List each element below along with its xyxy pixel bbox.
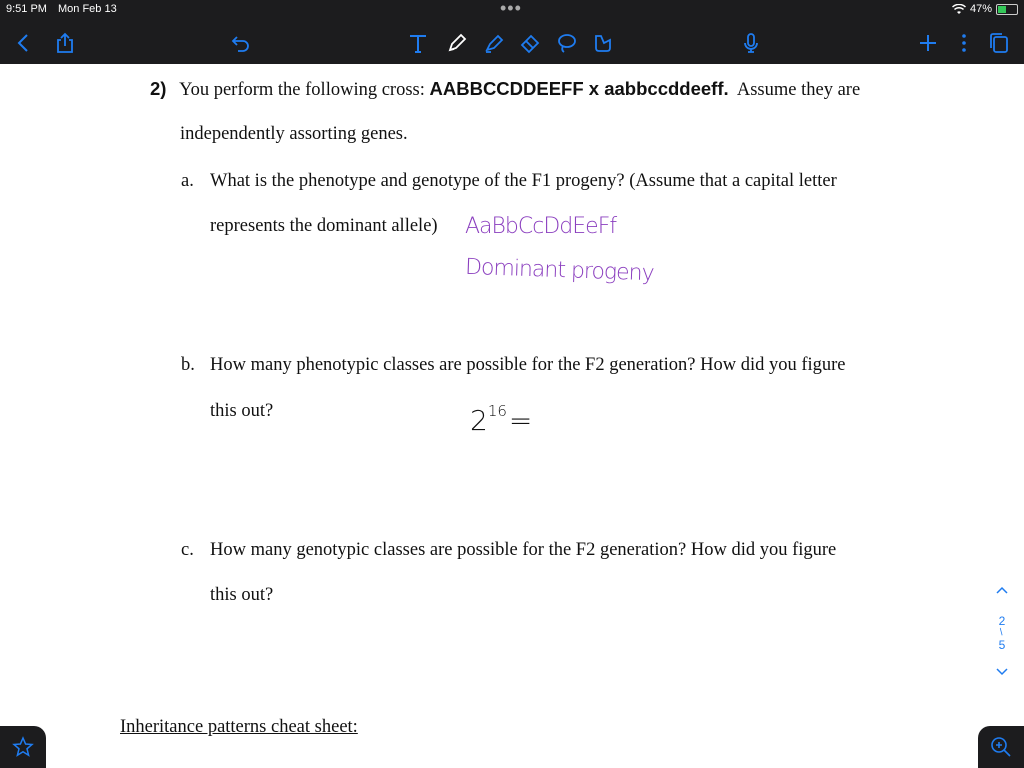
- page-up-icon[interactable]: [988, 584, 1016, 604]
- undo-icon[interactable]: [226, 28, 256, 58]
- part-c-line-2: this out?: [210, 585, 274, 605]
- part-a-label: a.: [181, 171, 194, 191]
- question-assume: Assume they are: [728, 80, 861, 100]
- page-current: 2: [998, 614, 1006, 628]
- zoom-button[interactable]: [978, 726, 1024, 768]
- pages-icon[interactable]: [984, 28, 1014, 58]
- shapes-icon[interactable]: [587, 28, 617, 58]
- status-time: 9:51 PM: [6, 3, 47, 15]
- zoom-in-icon: [990, 736, 1012, 758]
- handwritten-answer-b[interactable]: [470, 401, 533, 437]
- battery-percent: 47%: [969, 3, 992, 15]
- toolbar: [0, 22, 1024, 64]
- handwritten-genotype[interactable]: AaBbCcDdEeFf: [465, 214, 617, 239]
- part-c-label: c.: [181, 540, 194, 560]
- text-icon[interactable]: [403, 28, 433, 58]
- pen-icon[interactable]: [442, 28, 472, 58]
- part-a-line-2: represents the dominant allele): [210, 216, 438, 236]
- battery-icon: [996, 4, 1018, 15]
- more-icon[interactable]: [949, 28, 979, 58]
- part-b-label: b.: [181, 355, 195, 375]
- part-a-line-1: What is the phenotype and genotype of the F1 progeny? (Assume that a capital letter: [210, 171, 837, 191]
- share-icon[interactable]: [50, 28, 80, 58]
- part-b-line-1: How many phenotypic classes are possible for the F2 generation? How did you figure: [210, 355, 846, 375]
- handwritten-exponent: 16: [487, 401, 507, 420]
- part-b-line-2: this out?: [210, 401, 274, 421]
- document-page[interactable]: [0, 64, 1024, 768]
- status-date: Mon Feb 13: [58, 3, 117, 15]
- highlighter-icon[interactable]: [479, 28, 509, 58]
- handwritten-equals: =: [508, 404, 533, 437]
- lasso-icon[interactable]: [551, 28, 581, 58]
- wifi-icon: [952, 4, 966, 15]
- eraser-icon[interactable]: [515, 28, 545, 58]
- favorite-button[interactable]: [0, 726, 46, 768]
- star-icon: [12, 736, 34, 758]
- part-c-line-1: How many genotypic classes are possible for the F2 generation? How did you figure: [210, 540, 837, 560]
- add-icon[interactable]: [913, 28, 943, 58]
- cheat-sheet-heading: Inheritance patterns cheat sheet:: [120, 717, 358, 737]
- status-bar: [0, 0, 1024, 22]
- question-intro: You perform the following cross:: [179, 80, 430, 100]
- question-number: 2): [150, 78, 167, 99]
- back-icon[interactable]: [9, 28, 39, 58]
- handwritten-base: 2: [470, 404, 488, 437]
- page-navigator: [988, 584, 1016, 694]
- multitasking-dots[interactable]: •••: [500, 0, 522, 18]
- question-line-1: [150, 78, 860, 101]
- page-separator: /: [997, 627, 1006, 639]
- page-down-icon[interactable]: [988, 666, 1016, 680]
- handwritten-phenotype[interactable]: Dominant progeny: [464, 254, 655, 287]
- question-cross: AABBCCDDEEFF x aabbccddeeff.: [429, 78, 729, 99]
- question-line-2: independently assorting genes.: [180, 124, 408, 144]
- microphone-icon[interactable]: [736, 28, 766, 58]
- status-right: [952, 3, 1018, 15]
- page-total: 5: [998, 638, 1006, 652]
